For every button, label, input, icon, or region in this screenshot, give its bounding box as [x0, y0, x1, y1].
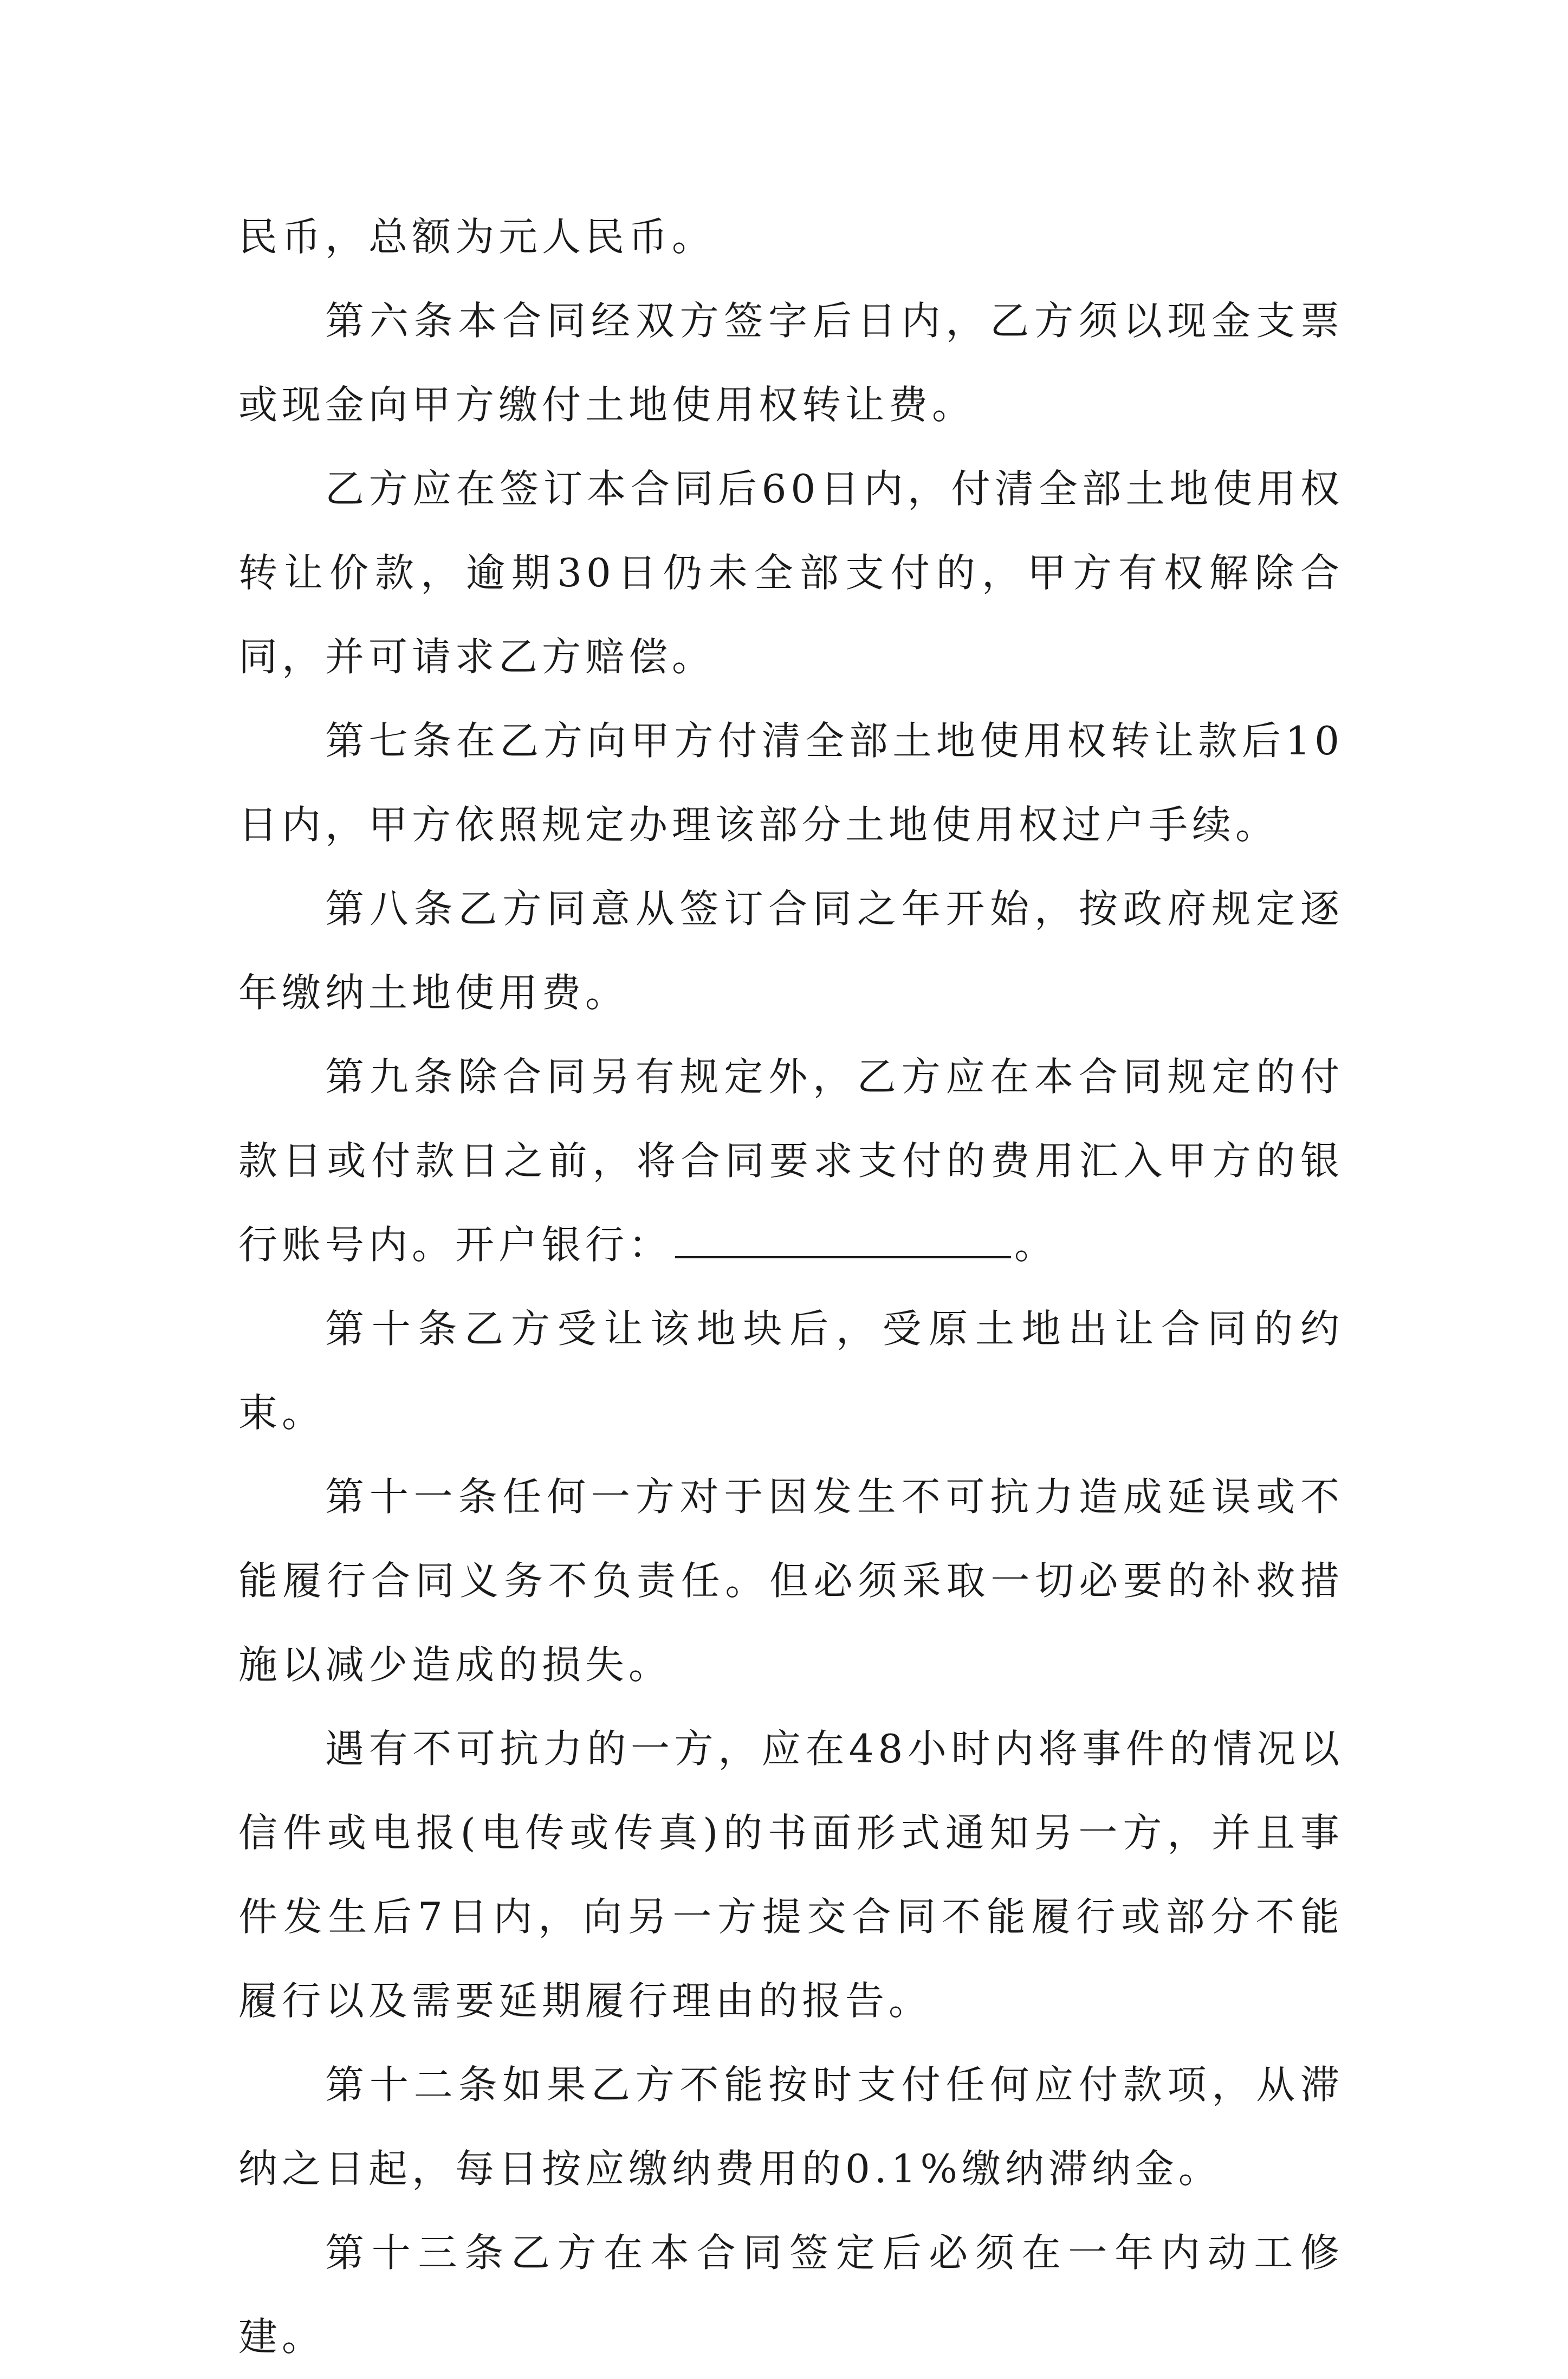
paragraph-article-12: 第十二条如果乙方不能按时支付任何应付款项，从滞纳之日起，每日按应缴纳费用的0.1%缴纳滞纳金。 — [238, 2062, 1344, 2191]
paragraph-payment-deadline: 乙方应在签订本合同后60日内，付清全部土地使用权转让价款，逾期30日仍未全部支付的，甲方有权解除合同，并可请求乙方赔偿。 — [238, 466, 1344, 680]
paragraph-force-majeure: 遇有不可抗力的一方，应在48小时内将事件的情况以信件或电报(电传或传真)的书面形式通知另一方，并且事件发生后7日内，向另一方提交合同不能履行或部分不能履行以及需要延期履行理由的报告。 — [238, 1726, 1344, 2024]
bank-name-blank — [675, 1223, 1011, 1258]
paragraph-continuation: 民币，总额为元人民币。 — [238, 214, 716, 260]
paragraph-article-13: 第十三条乙方在本合同签定后必须在一年内动工修建。 — [238, 2230, 1344, 2359]
paragraph-article-6: 第六条本合同经双方签字后日内，乙方须以现金支票或现金向甲方缴付土地使用权转让费。 — [238, 298, 1344, 428]
paragraph-article-10: 第十条乙方受让该地块后，受原土地出让合同的约束。 — [238, 1306, 1344, 1436]
contract-text — [238, 195, 1344, 2379]
paragraph-article-11: 第十一条任何一方对于因发生不可抗力造成延误或不能履行合同义务不负责任。但必须采取一切必要的补救措施以减少造成的损失。 — [238, 1474, 1344, 1688]
paragraph-article-7: 第七条在乙方向甲方付清全部土地使用权转让款后10日内，甲方依照规定办理该部分土地使用权过户手续。 — [238, 718, 1344, 848]
paragraph-article-9 — [238, 1035, 1344, 1287]
article-9-text: 第九条除合同另有规定外，乙方应在本合同规定的付款日或付款日之前，将合同要求支付的费用汇入甲方的银行账号内。开户银行： — [238, 1054, 1344, 1268]
article-9-end: 。 — [1014, 1222, 1058, 1268]
paragraph-article-8: 第八条乙方同意从签订合同之年开始，按政府规定逐年缴纳土地使用费。 — [238, 886, 1344, 1016]
